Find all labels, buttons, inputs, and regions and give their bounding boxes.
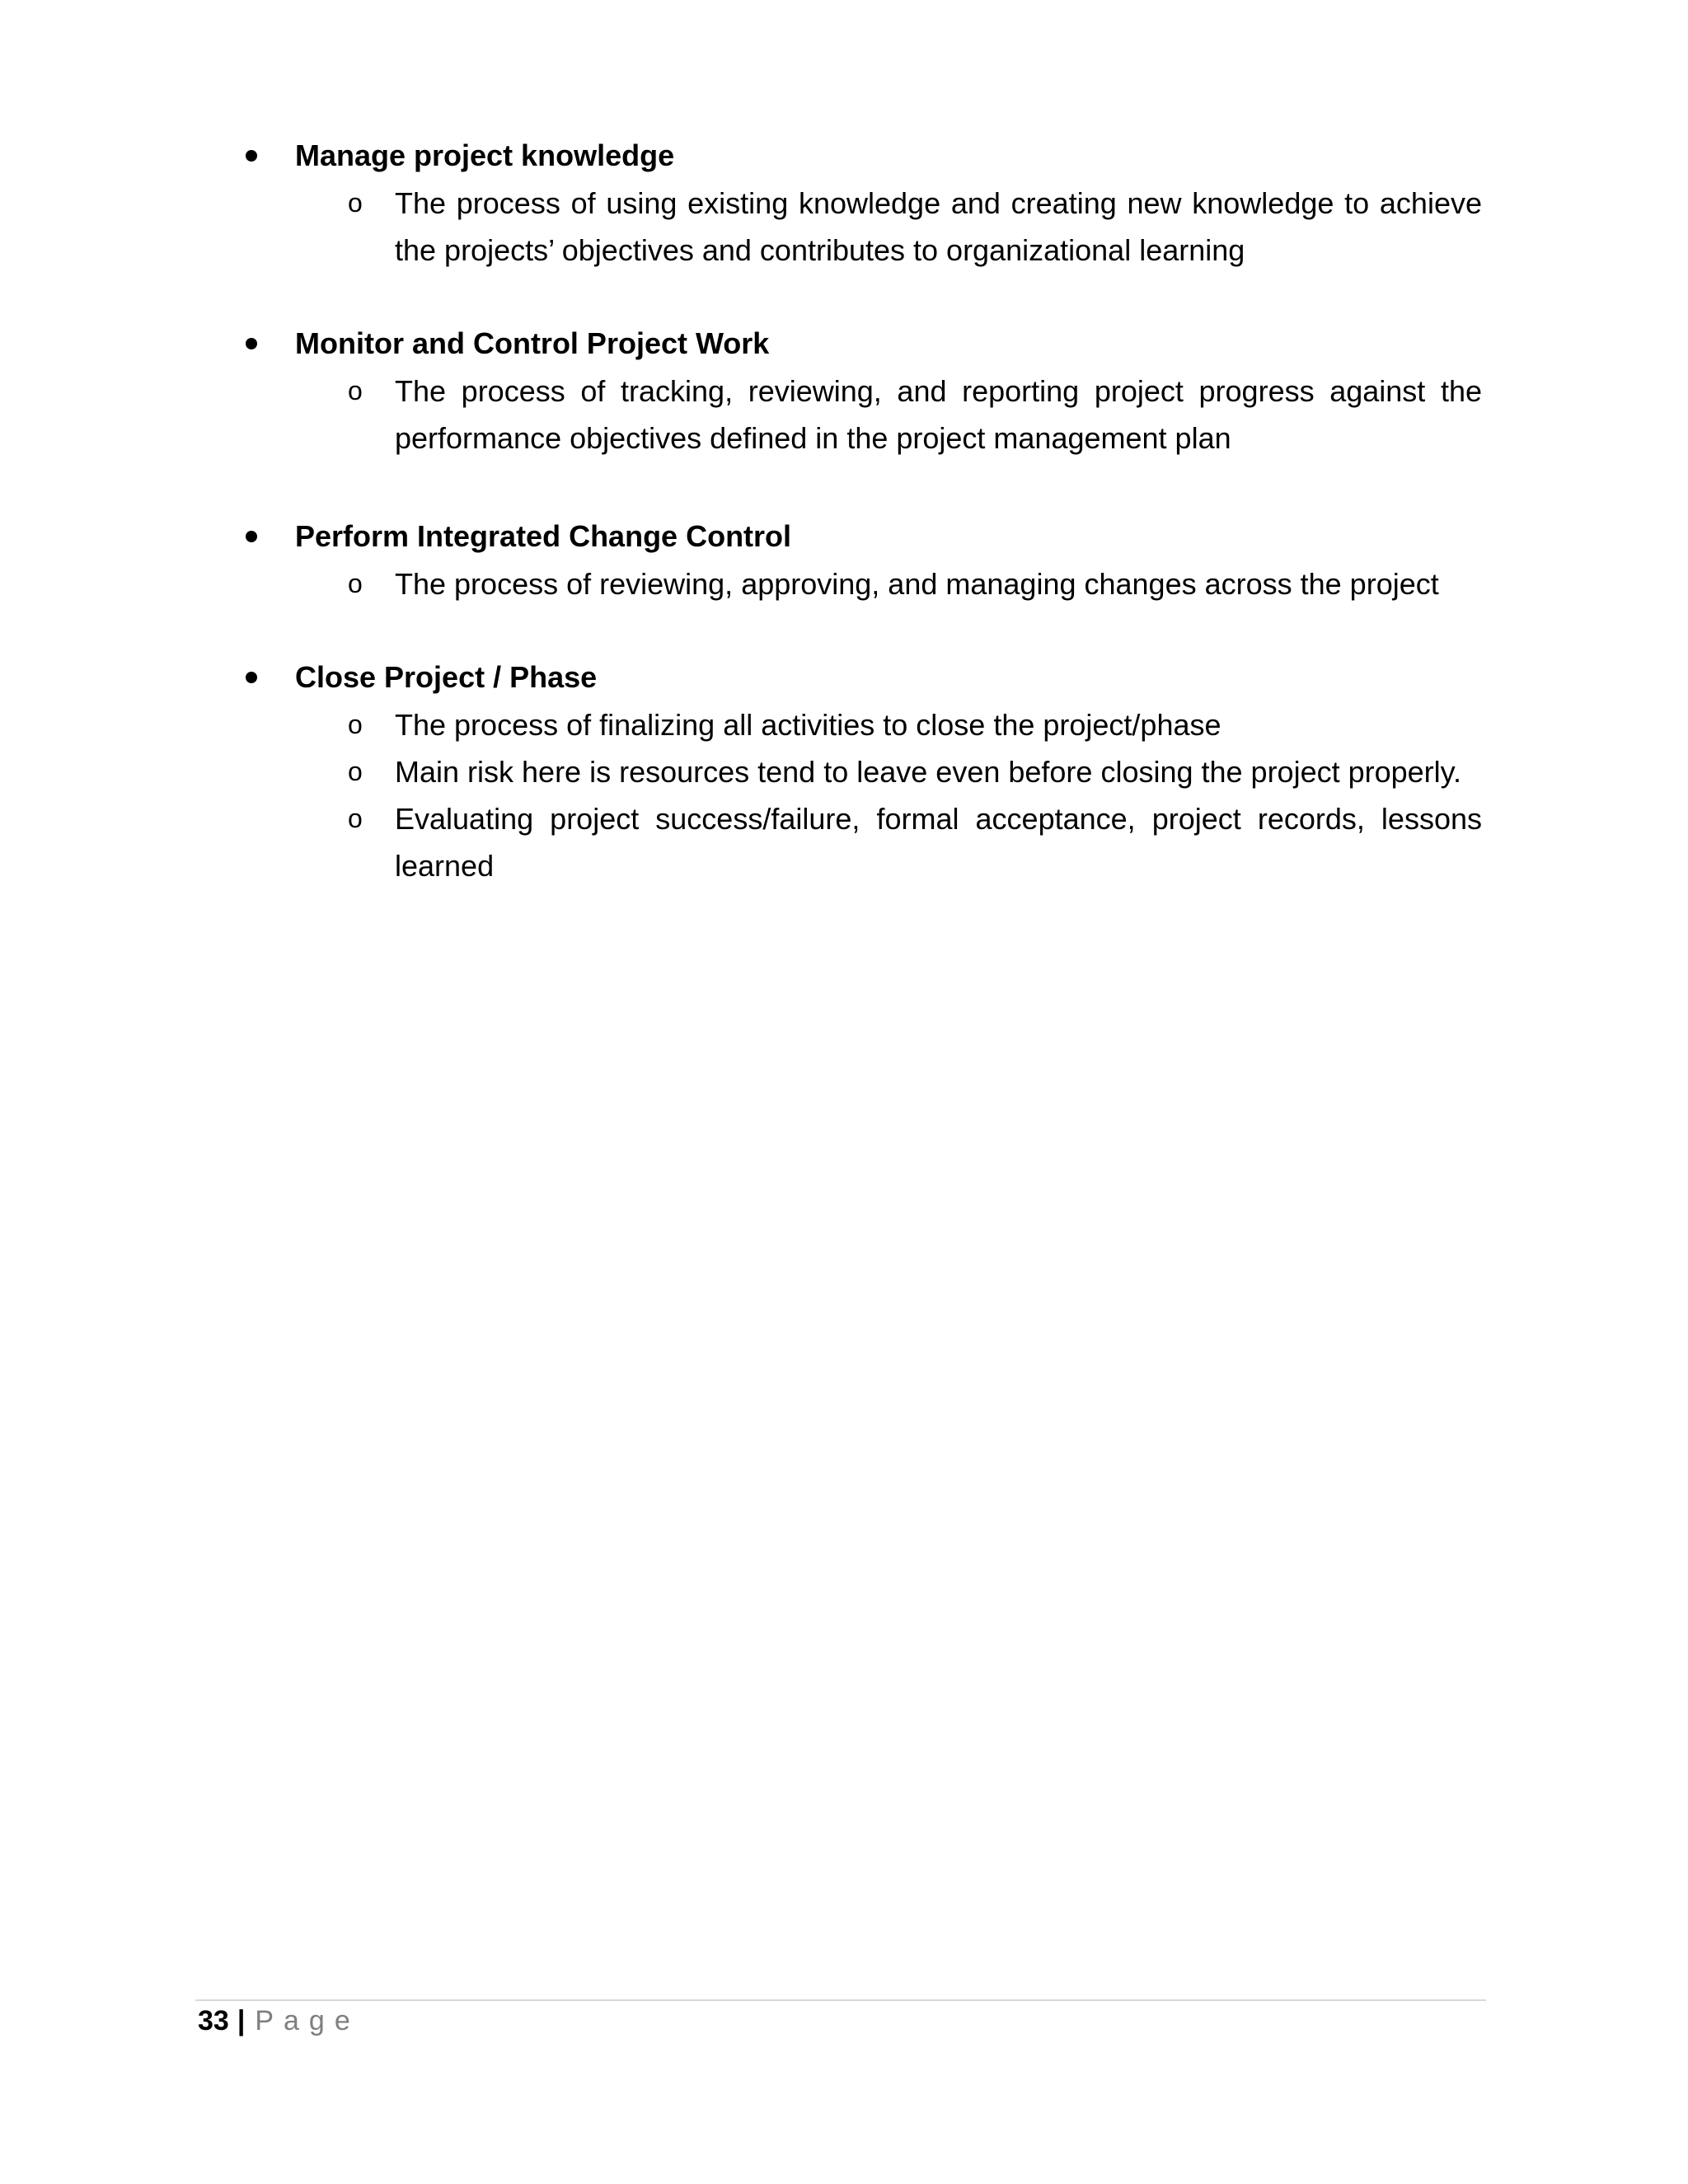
item-line: performance objectives defined in the project management plan (395, 421, 1231, 455)
circle-bullet-icon: o (348, 757, 363, 786)
footer-separator: | (237, 2005, 246, 2036)
bullet-icon (246, 672, 257, 683)
bullet-icon (246, 531, 257, 542)
list-item (246, 180, 1482, 274)
item-line: Main risk here is resources tend to leave even before closing the project properly. (395, 755, 1461, 789)
item-line: learned (395, 849, 495, 883)
circle-bullet-icon: o (348, 804, 363, 833)
list-item (246, 368, 1482, 462)
item-line: Evaluating project success/failure, formal acceptance, project records, lessons (395, 802, 1482, 836)
bullet-icon (246, 150, 257, 162)
bullet-row (246, 132, 1482, 180)
page-number: 33 (198, 2005, 229, 2036)
item-line: The process of finalizing all activities to close the project/phase (395, 708, 1221, 742)
list-item (246, 795, 1482, 889)
page-label: Page (255, 2005, 360, 2036)
section-manage-project-knowledge (246, 132, 1482, 274)
sub-list (246, 560, 1482, 607)
list-item (246, 701, 1482, 748)
bullet-icon (246, 338, 257, 349)
item-line: the projects’ objectives and contributes to organizational learning (395, 233, 1245, 267)
item-line: The process of using existing knowledge and creating new knowledge to achieve (395, 186, 1482, 220)
sub-list (246, 180, 1482, 274)
circle-bullet-icon: o (348, 569, 363, 598)
bullet-row (246, 320, 1482, 368)
section-title: Monitor and Control Project Work (295, 326, 770, 360)
item-line: The process of reviewing, approving, and managing changes across the project (395, 567, 1439, 601)
list-item (246, 560, 1482, 607)
section-title: Manage project knowledge (295, 138, 675, 172)
item-line: The process of tracking, reviewing, and reporting project progress against the (395, 374, 1482, 408)
section-title: Close Project / Phase (295, 660, 598, 694)
bullet-row (246, 654, 1482, 701)
section-integrated-change-control (246, 513, 1482, 607)
section-close-project-phase (246, 654, 1482, 889)
document-body (246, 132, 1482, 935)
circle-bullet-icon: o (348, 376, 363, 405)
section-title: Perform Integrated Change Control (295, 519, 792, 553)
circle-bullet-icon: o (348, 188, 363, 218)
sub-list (246, 368, 1482, 462)
circle-bullet-icon: o (348, 710, 363, 739)
bullet-row (246, 513, 1482, 560)
section-monitor-control (246, 320, 1482, 462)
footer-divider (195, 1999, 1486, 2001)
list-item (246, 748, 1482, 795)
sub-list (246, 701, 1482, 889)
page-footer (198, 2004, 360, 2037)
